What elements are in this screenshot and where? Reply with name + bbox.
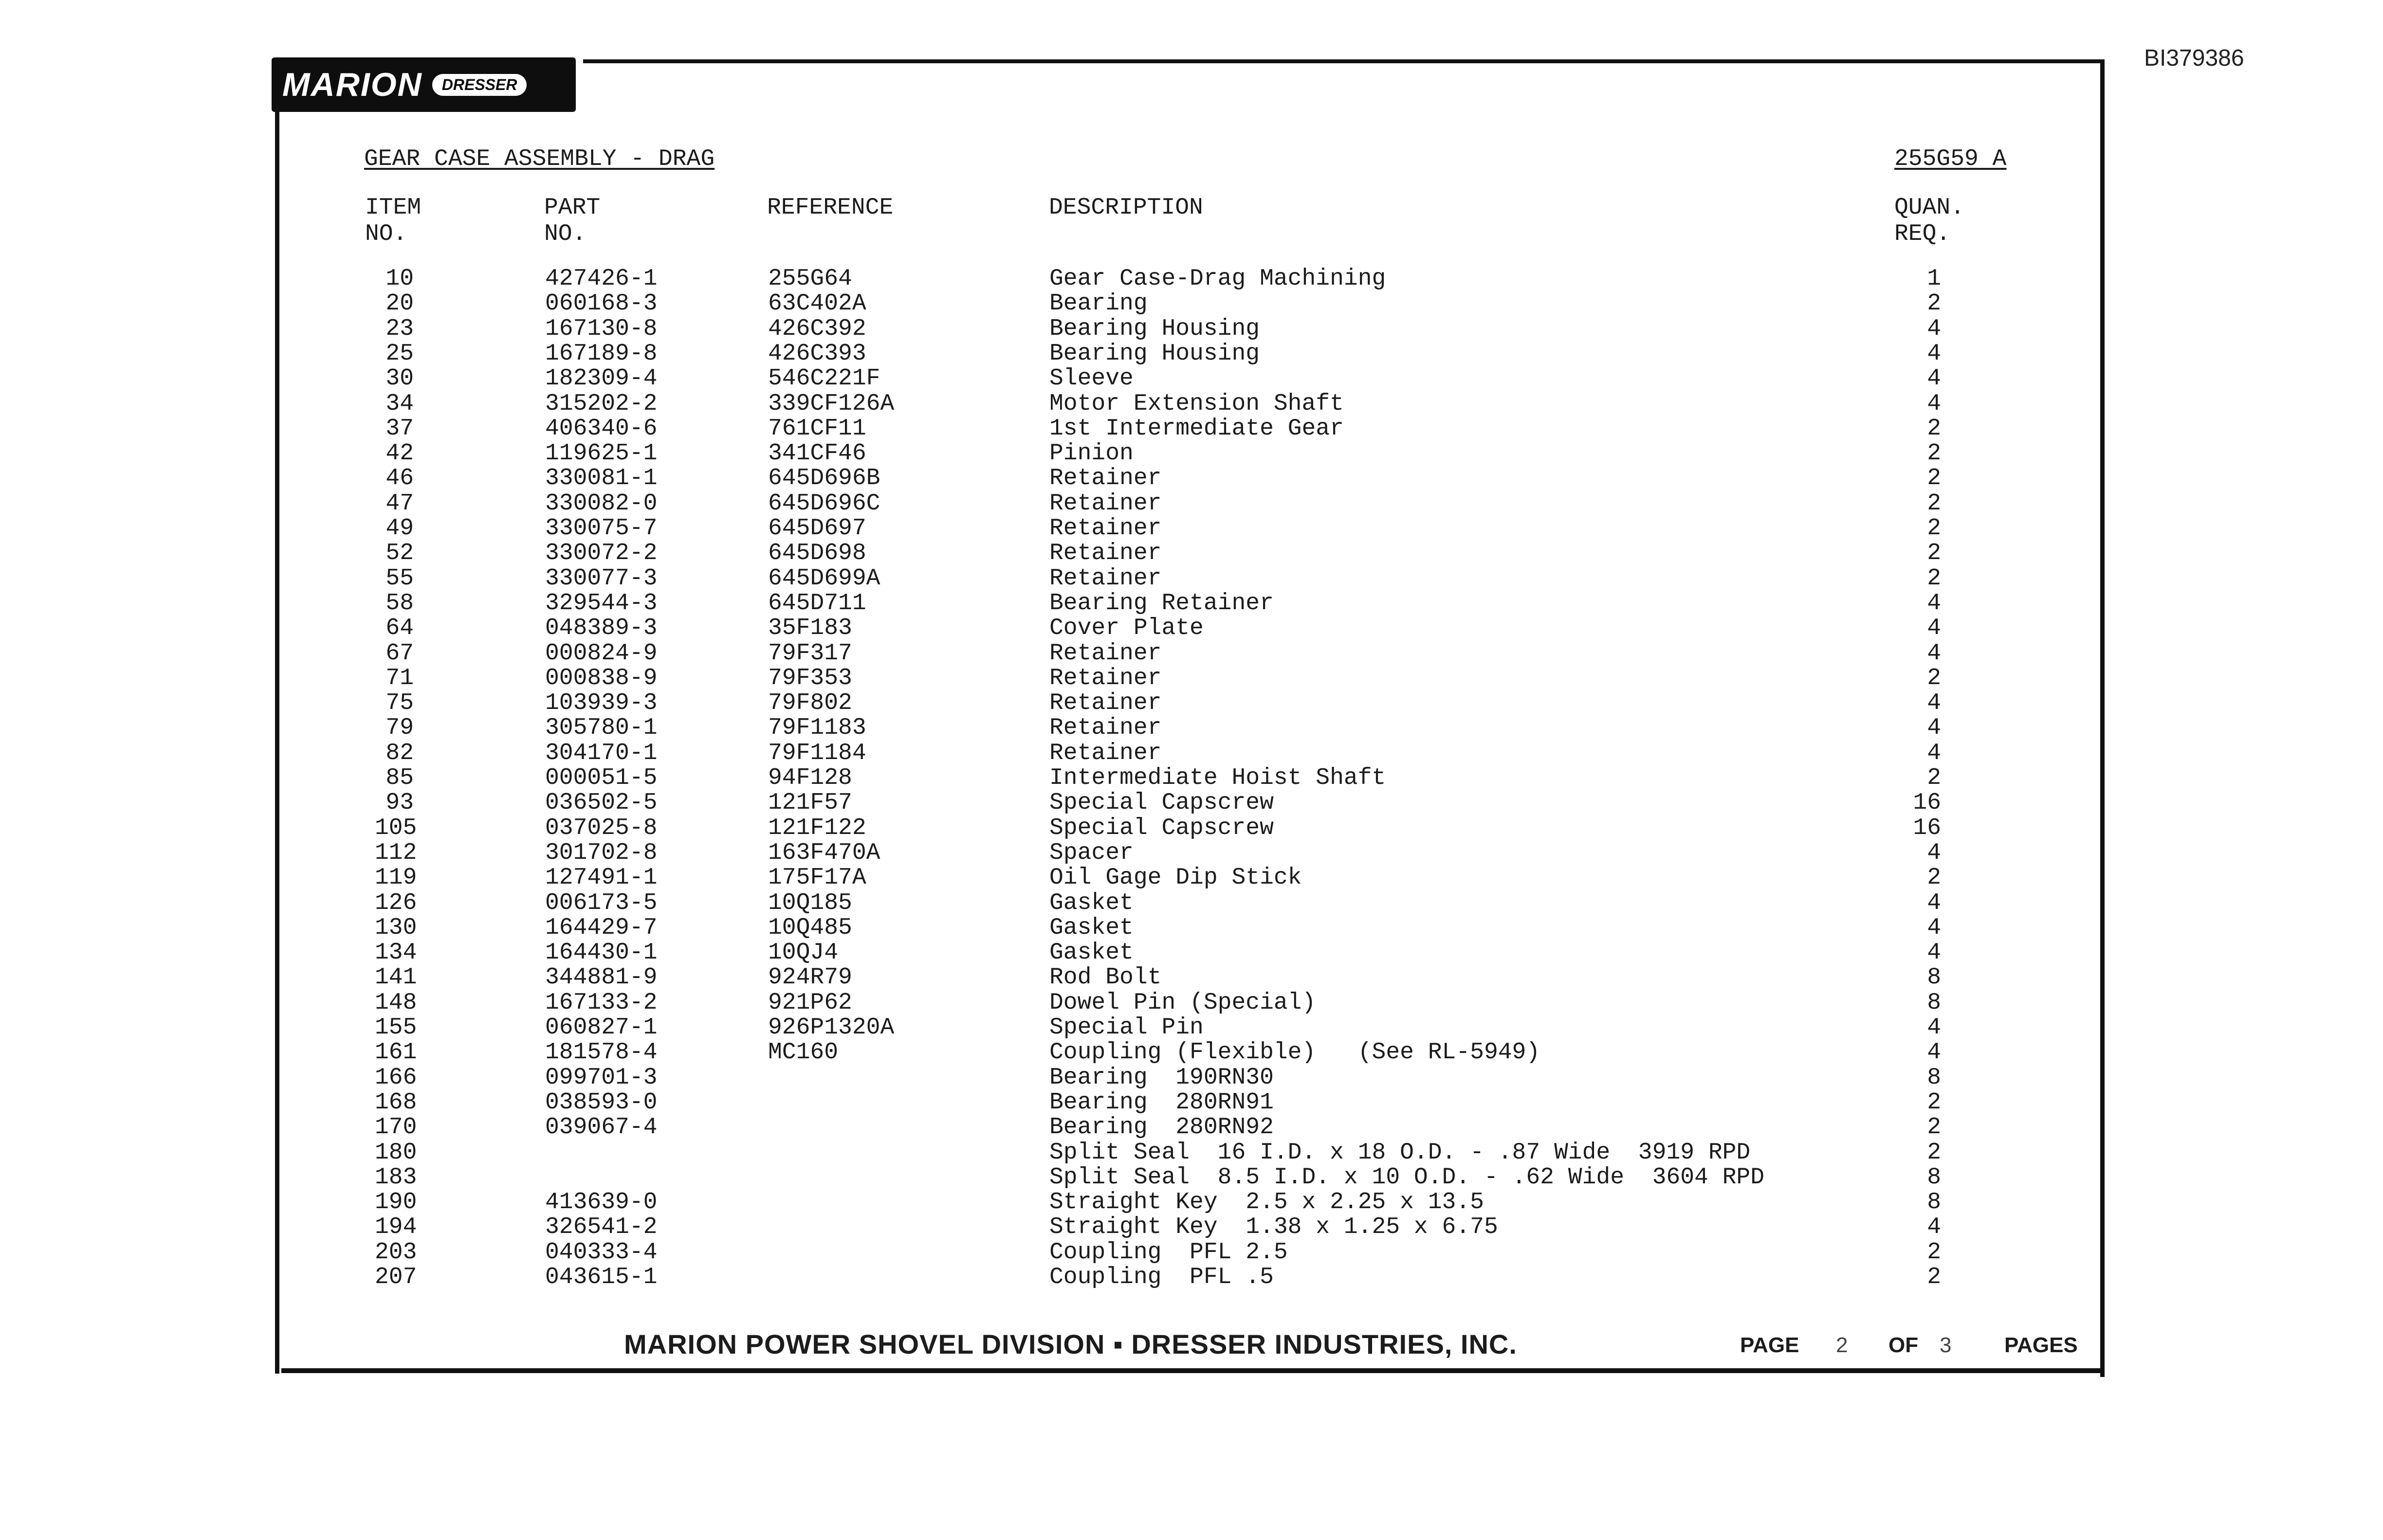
item-number-cell: 207 [375, 1264, 417, 1290]
reference-cell: 645D696B [768, 465, 880, 492]
item-number-cell: 155 [375, 1015, 417, 1041]
footer-page-number: 2 [1836, 1333, 1848, 1357]
quantity-cell: 16 [1913, 790, 1941, 816]
column-header-description: DESCRIPTION [1049, 195, 1203, 221]
part-number-cell: 167189-8 [545, 340, 658, 367]
quantity-cell: 4 [1927, 1039, 1941, 1066]
reference-cell: 35F183 [768, 615, 852, 642]
quantity-cell: 2 [1927, 865, 1941, 891]
part-number-cell: 048389-3 [545, 615, 658, 642]
part-number-cell: 315202-2 [545, 390, 658, 417]
item-number-cell: 64 [385, 615, 414, 642]
reference-cell: 761CF11 [768, 415, 866, 442]
part-number-cell: 038593-0 [545, 1089, 658, 1116]
description-cell: Split Seal 8.5 I.D. x 10 O.D. - .62 Wide 3604 RPD [1049, 1164, 1765, 1191]
part-number-cell: 330072-2 [545, 540, 658, 567]
part-number-cell: 036502-5 [545, 790, 658, 816]
description-cell: Bearing Housing [1049, 340, 1260, 367]
item-number-cell: 20 [385, 290, 414, 317]
description-cell: Spacer [1049, 839, 1134, 866]
reference-cell: 645D711 [768, 590, 866, 616]
item-number-cell: 148 [375, 989, 417, 1016]
quantity-cell: 2 [1927, 1089, 1941, 1116]
item-number-cell: 58 [385, 590, 414, 616]
part-number-cell: 406340-6 [545, 415, 658, 442]
reference-cell: 645D699A [768, 565, 880, 592]
part-number-cell: 127491-1 [545, 865, 658, 891]
quantity-cell: 4 [1927, 940, 1941, 966]
reference-cell: 175F17A [768, 865, 866, 891]
description-cell: Cover Plate [1049, 615, 1204, 642]
reference-cell: 645D697 [768, 515, 866, 542]
quantity-cell: 4 [1927, 740, 1941, 766]
description-cell: Retainer [1049, 540, 1162, 567]
quantity-cell: 2 [1927, 290, 1941, 317]
part-number-cell: 099701-3 [545, 1064, 658, 1091]
quantity-cell: 2 [1927, 1264, 1941, 1290]
footer-company: MARION POWER SHOVEL DIVISION ▪ DRESSER INDUSTRIES, INC. [624, 1329, 1517, 1359]
quantity-cell: 4 [1927, 615, 1941, 642]
reference-cell: 255G64 [768, 266, 852, 292]
column-header-reference: REFERENCE [767, 195, 894, 221]
part-number-cell: 329544-3 [545, 590, 658, 616]
quantity-cell: 2 [1927, 515, 1941, 542]
part-number-cell: 043615-1 [545, 1264, 658, 1290]
item-number-cell: 161 [375, 1039, 417, 1066]
column-header-quantity: QUAN. REQ. [1894, 195, 1965, 247]
part-number-cell: 301702-8 [545, 839, 658, 866]
description-cell: Retainer [1049, 715, 1162, 742]
item-number-cell: 126 [375, 889, 417, 916]
reference-cell: 645D698 [768, 540, 866, 567]
quantity-cell: 2 [1927, 1139, 1941, 1166]
reference-cell: 10Q485 [768, 914, 852, 941]
part-number-cell: 103939-3 [545, 690, 658, 717]
quantity-cell: 2 [1927, 765, 1941, 791]
part-number-cell: 326541-2 [545, 1214, 658, 1241]
quantity-cell: 4 [1927, 590, 1941, 616]
part-number-cell: 000824-9 [545, 640, 658, 667]
description-cell: Bearing [1049, 290, 1148, 317]
description-cell: Bearing 280RN91 [1049, 1089, 1274, 1116]
description-cell: Bearing 190RN30 [1049, 1064, 1274, 1091]
description-cell: Intermediate Hoist Shaft [1049, 765, 1386, 791]
item-number-cell: 194 [375, 1214, 417, 1241]
frame-right-border [2100, 59, 2105, 1377]
reference-cell: 121F57 [768, 790, 852, 816]
description-cell: Retainer [1049, 515, 1162, 542]
marion-dresser-logo [272, 57, 576, 112]
description-cell: Special Pin [1049, 1015, 1204, 1041]
reference-cell: 79F317 [768, 640, 852, 667]
quantity-cell: 8 [1927, 1064, 1941, 1091]
description-cell: Dowel Pin (Special) [1049, 989, 1316, 1016]
quantity-cell: 2 [1927, 665, 1941, 691]
description-cell: Rod Bolt [1049, 964, 1162, 991]
reference-cell: 79F1184 [768, 740, 866, 766]
quantity-cell: 4 [1927, 690, 1941, 717]
reference-cell: 79F353 [768, 665, 852, 691]
quantity-cell: 4 [1927, 390, 1941, 417]
item-number-cell: 82 [385, 740, 414, 766]
item-number-cell: 85 [385, 765, 414, 791]
frame-top-border [583, 59, 2104, 63]
description-cell: Bearing Retainer [1049, 590, 1274, 616]
item-number-cell: 130 [375, 914, 417, 941]
item-number-cell: 34 [385, 390, 414, 417]
reference-cell: 921P62 [768, 989, 852, 1016]
frame-left-border [275, 109, 279, 1374]
part-number-cell: 427426-1 [545, 266, 658, 292]
part-number-cell: 040333-4 [545, 1239, 658, 1266]
reference-cell: MC160 [768, 1039, 839, 1066]
logo-brand: MARION [282, 66, 422, 103]
part-number-cell: 304170-1 [545, 740, 658, 766]
item-number-cell: 105 [375, 815, 417, 841]
part-number-cell: 039067-4 [545, 1114, 658, 1141]
column-header-item: ITEM NO. [365, 195, 422, 247]
item-number-cell: 75 [385, 690, 414, 717]
quantity-cell: 8 [1927, 1189, 1941, 1216]
item-number-cell: 183 [375, 1164, 417, 1191]
item-number-cell: 10 [385, 266, 414, 292]
item-number-cell: 141 [375, 964, 417, 991]
assembly-title: GEAR CASE ASSEMBLY - DRAG [364, 146, 715, 172]
description-cell: Coupling PFL .5 [1049, 1264, 1274, 1290]
reference-cell: 10QJ4 [768, 940, 839, 966]
item-number-cell: 55 [385, 565, 414, 592]
description-cell: Gasket [1049, 889, 1134, 916]
quantity-cell: 2 [1927, 1239, 1941, 1266]
footer-of-label: OF [1888, 1333, 1919, 1357]
part-number-cell: 182309-4 [545, 365, 658, 392]
item-number-cell: 93 [385, 790, 414, 816]
quantity-cell: 2 [1927, 415, 1941, 442]
description-cell: 1st Intermediate Gear [1049, 415, 1344, 442]
item-number-cell: 190 [375, 1189, 417, 1216]
part-number-cell: 305780-1 [545, 715, 658, 742]
part-number-cell: 330081-1 [545, 465, 658, 492]
description-cell: Retainer [1049, 465, 1162, 492]
description-cell: Coupling (Flexible) (See RL-5949) [1049, 1039, 1540, 1066]
description-cell: Straight Key 2.5 x 2.25 x 13.5 [1049, 1189, 1484, 1216]
part-number-cell: 413639-0 [545, 1189, 658, 1216]
reference-cell: 339CF126A [768, 390, 895, 417]
part-number-cell: 000838-9 [545, 665, 658, 691]
description-cell: Retainer [1049, 640, 1162, 667]
quantity-cell: 4 [1927, 715, 1941, 742]
item-number-cell: 47 [385, 490, 414, 517]
reference-cell: 94F128 [768, 765, 852, 791]
description-cell: Retainer [1049, 690, 1162, 717]
reference-cell: 341CF46 [768, 440, 866, 467]
part-number-cell: 330082-0 [545, 490, 658, 517]
footer-pages-label: PAGES [2004, 1333, 2078, 1357]
quantity-cell: 2 [1927, 565, 1941, 592]
item-number-cell: 166 [375, 1064, 417, 1091]
item-number-cell: 180 [375, 1139, 417, 1166]
logo-sub: DRESSER [432, 74, 527, 96]
item-number-cell: 134 [375, 940, 417, 966]
part-number-cell: 344881-9 [545, 964, 658, 991]
quantity-cell: 1 [1927, 266, 1941, 292]
description-cell: Motor Extension Shaft [1049, 390, 1344, 417]
quantity-cell: 8 [1927, 964, 1941, 991]
footer-page-total: 3 [1940, 1333, 1952, 1357]
part-number-cell: 164430-1 [545, 940, 658, 966]
item-number-cell: 49 [385, 515, 414, 542]
part-number-cell: 330077-3 [545, 565, 658, 592]
description-cell: Oil Gage Dip Stick [1049, 865, 1302, 891]
quantity-cell: 4 [1927, 365, 1941, 392]
frame-bottom-border [281, 1368, 2105, 1373]
part-number-cell: 119625-1 [545, 440, 658, 467]
item-number-cell: 46 [385, 465, 414, 492]
part-number-cell: 181578-4 [545, 1039, 658, 1066]
quantity-cell: 8 [1927, 1164, 1941, 1191]
quantity-cell: 4 [1927, 914, 1941, 941]
quantity-cell: 2 [1927, 465, 1941, 492]
description-cell: Bearing 280RN92 [1049, 1114, 1274, 1141]
reference-cell: 79F802 [768, 690, 852, 717]
column-header-part: PART NO. [544, 195, 601, 247]
description-cell: Retainer [1049, 490, 1162, 517]
description-cell: Split Seal 16 I.D. x 18 O.D. - .87 Wide 3919 RPD [1049, 1139, 1751, 1166]
part-number-cell: 037025-8 [545, 815, 658, 841]
quantity-cell: 16 [1913, 815, 1941, 841]
part-number-cell: 060827-1 [545, 1015, 658, 1041]
item-number-cell: 23 [385, 315, 414, 342]
quantity-cell: 2 [1927, 440, 1941, 467]
drawing-number: 255G59 A [1894, 146, 2007, 172]
description-cell: Pinion [1049, 440, 1134, 467]
reference-cell: 926P1320A [768, 1015, 895, 1041]
description-cell: Special Capscrew [1049, 815, 1274, 841]
reference-cell: 121F122 [768, 815, 866, 841]
reference-cell: 10Q185 [768, 889, 852, 916]
part-number-cell: 167130-8 [545, 315, 658, 342]
part-number-cell: 330075-7 [545, 515, 658, 542]
quantity-cell: 4 [1927, 340, 1941, 367]
quantity-cell: 4 [1927, 889, 1941, 916]
item-number-cell: 79 [385, 715, 414, 742]
quantity-cell: 2 [1927, 1114, 1941, 1141]
quantity-cell: 8 [1927, 989, 1941, 1016]
description-cell: Coupling PFL 2.5 [1049, 1239, 1288, 1266]
item-number-cell: 25 [385, 340, 414, 367]
part-number-cell: 000051-5 [545, 765, 658, 791]
reference-cell: 79F1183 [768, 715, 866, 742]
description-cell: Bearing Housing [1049, 315, 1260, 342]
item-number-cell: 52 [385, 540, 414, 567]
description-cell: Retainer [1049, 665, 1162, 691]
part-number-cell: 006173-5 [545, 889, 658, 916]
quantity-cell: 2 [1927, 490, 1941, 517]
description-cell: Gasket [1049, 940, 1134, 966]
quantity-cell: 4 [1927, 1015, 1941, 1041]
part-number-cell: 060168-3 [545, 290, 658, 317]
reference-cell: 63C402A [768, 290, 866, 317]
description-cell: Retainer [1049, 740, 1162, 766]
description-cell: Gear Case-Drag Machining [1049, 266, 1386, 292]
item-number-cell: 71 [385, 665, 414, 691]
part-number-cell: 164429-7 [545, 914, 658, 941]
quantity-cell: 4 [1927, 315, 1941, 342]
item-number-cell: 168 [375, 1089, 417, 1116]
footer-page-label: PAGE [1740, 1333, 1799, 1357]
item-number-cell: 67 [385, 640, 414, 667]
item-number-cell: 42 [385, 440, 414, 467]
quantity-cell: 2 [1927, 540, 1941, 567]
description-cell: Sleeve [1049, 365, 1134, 392]
item-number-cell: 30 [385, 365, 414, 392]
document-id: BI379386 [2144, 45, 2244, 71]
part-number-cell: 167133-2 [545, 989, 658, 1016]
description-cell: Special Capscrew [1049, 790, 1274, 816]
quantity-cell: 4 [1927, 640, 1941, 667]
reference-cell: 163F470A [768, 839, 880, 866]
description-cell: Gasket [1049, 914, 1134, 941]
item-number-cell: 119 [375, 865, 417, 891]
reference-cell: 645D696C [768, 490, 880, 517]
reference-cell: 426C392 [768, 315, 866, 342]
reference-cell: 426C393 [768, 340, 866, 367]
reference-cell: 546C221F [768, 365, 880, 392]
item-number-cell: 37 [385, 415, 414, 442]
description-cell: Retainer [1049, 565, 1162, 592]
quantity-cell: 4 [1927, 839, 1941, 866]
item-number-cell: 112 [375, 839, 417, 866]
item-number-cell: 170 [375, 1114, 417, 1141]
item-number-cell: 203 [375, 1239, 417, 1266]
reference-cell: 924R79 [768, 964, 852, 991]
quantity-cell: 4 [1927, 1214, 1941, 1241]
description-cell: Straight Key 1.38 x 1.25 x 6.75 [1049, 1214, 1498, 1241]
